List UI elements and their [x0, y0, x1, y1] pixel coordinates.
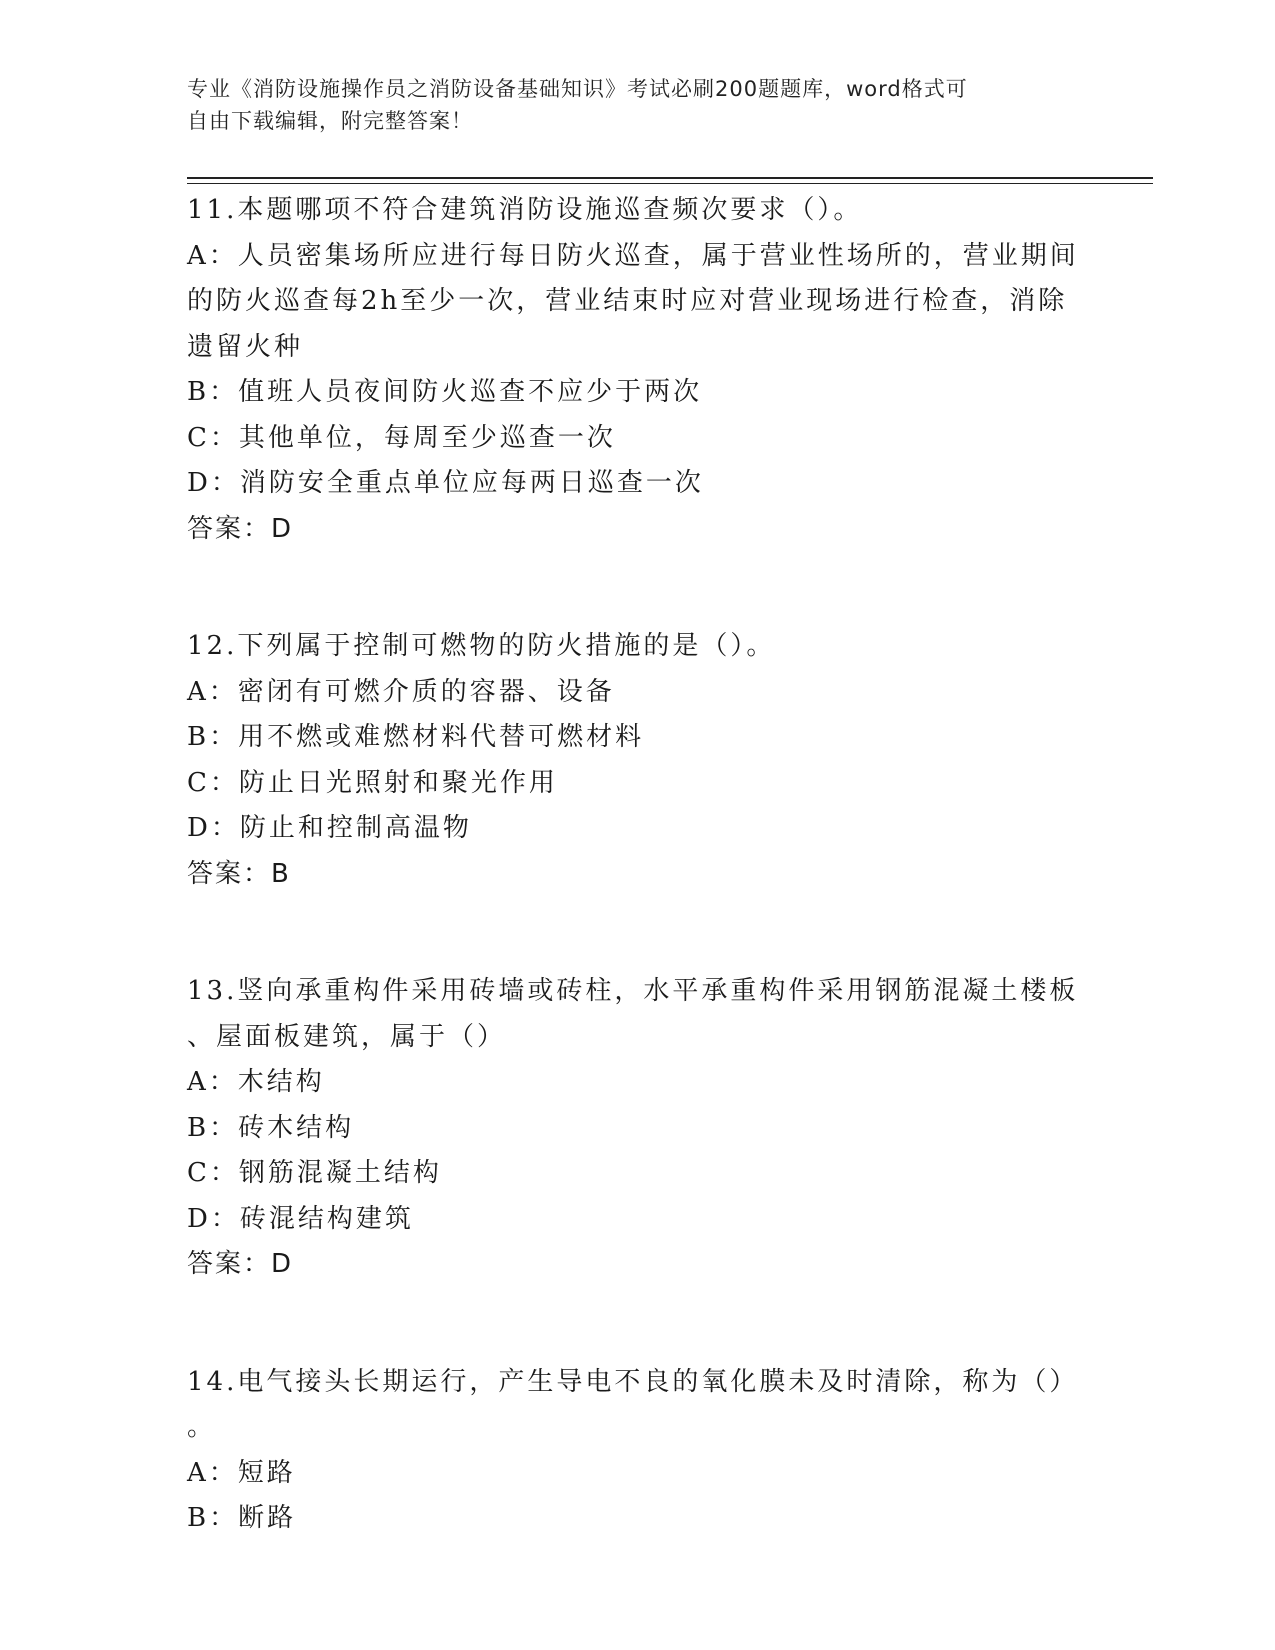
header-line: 专业《消防设施操作员之消防设备基础知识》考试必刷200题题库，word格式可: [187, 77, 968, 101]
question-stem: [187, 1360, 1087, 1451]
answer-option: [187, 1151, 1087, 1197]
answer-option-line: A：短路: [187, 1457, 296, 1488]
question-stem-line: 、屋面板建筑，属于（）: [187, 1021, 507, 1052]
question-stem-line: 14.电气接头长期运行，产生导电不良的氧化膜未及时清除，称为（）: [187, 1366, 1079, 1397]
answer-option-line: B：值班人员夜间防火巡查不应少于两次: [187, 377, 703, 407]
answer-option-line: 的防火巡查每2h至少一次，营业结束时应对营业现场进行检查，消除: [187, 286, 1068, 316]
header-line: 自由下载编辑，附完整答案！: [187, 109, 473, 133]
question-stem-line: 11.本题哪项不符合建筑消防设施巡查频次要求（）。: [187, 195, 863, 225]
answer-option-line: C：钢筋混凝土结构: [187, 1158, 442, 1188]
header-divider-thin: [187, 183, 1153, 184]
answer-option-line: B：砖木结构: [187, 1112, 355, 1143]
answer-option-line: A：人员密集场所应进行每日防火巡查，属于营业性场所的，营业期间: [187, 240, 1079, 271]
answer-option: [187, 1197, 1087, 1243]
answer-option: [187, 1060, 1087, 1106]
header-divider-thick: [187, 177, 1153, 179]
question-stem: [187, 188, 1087, 234]
answer-option: [187, 416, 1087, 462]
answer-option: [187, 234, 1087, 371]
answer-option: [187, 670, 1087, 716]
answer-option-line: D：防止和控制高温物: [187, 813, 472, 843]
answer-option-line: 遗留火种: [187, 331, 304, 362]
answer-key: 答案：D: [187, 1249, 294, 1279]
answer-key: 答案：D: [187, 513, 294, 544]
question-stem-line: 12.下列属于控制可燃物的防火措施的是（）。: [187, 631, 776, 661]
question-stem-line: 13.竖向承重构件采用砖墙或砖柱，水平承重构件采用钢筋混凝土楼板: [187, 976, 1079, 1006]
answer-option: [187, 761, 1087, 807]
answer-option-line: C：其他单位，每周至少巡查一次: [187, 422, 616, 453]
answer-option-line: B：用不燃或难燃材料代替可燃材料: [187, 722, 645, 752]
answer-option-line: B：断路: [187, 1503, 297, 1533]
question-stem: [187, 624, 1087, 670]
answer-option-line: D：砖混结构建筑: [187, 1203, 414, 1234]
answer-option: [187, 370, 1087, 416]
answer-option-line: A：木结构: [187, 1067, 325, 1097]
question-item: [187, 624, 1087, 897]
answer-option-line: D：消防安全重点单位应每两日巡查一次: [187, 468, 704, 498]
answer-option: [187, 806, 1087, 852]
answer-option: [187, 1106, 1087, 1152]
answer-option-line: A：密闭有可燃介质的容器、设备: [187, 676, 615, 707]
question-item: [187, 969, 1087, 1288]
question-item: [187, 188, 1087, 552]
answer-option: [187, 1451, 1087, 1497]
answer-option: [187, 715, 1087, 761]
answer-option: [187, 1496, 1087, 1542]
document-header: [187, 73, 1087, 137]
answer-key: 答案：B: [187, 858, 291, 889]
question-stem-line: 。: [187, 1412, 217, 1442]
answer-option: [187, 461, 1087, 507]
answer-option-line: C：防止日光照射和聚光作用: [187, 767, 558, 798]
question-stem: [187, 969, 1087, 1060]
question-list: [187, 188, 1087, 1542]
question-item: [187, 1360, 1087, 1542]
